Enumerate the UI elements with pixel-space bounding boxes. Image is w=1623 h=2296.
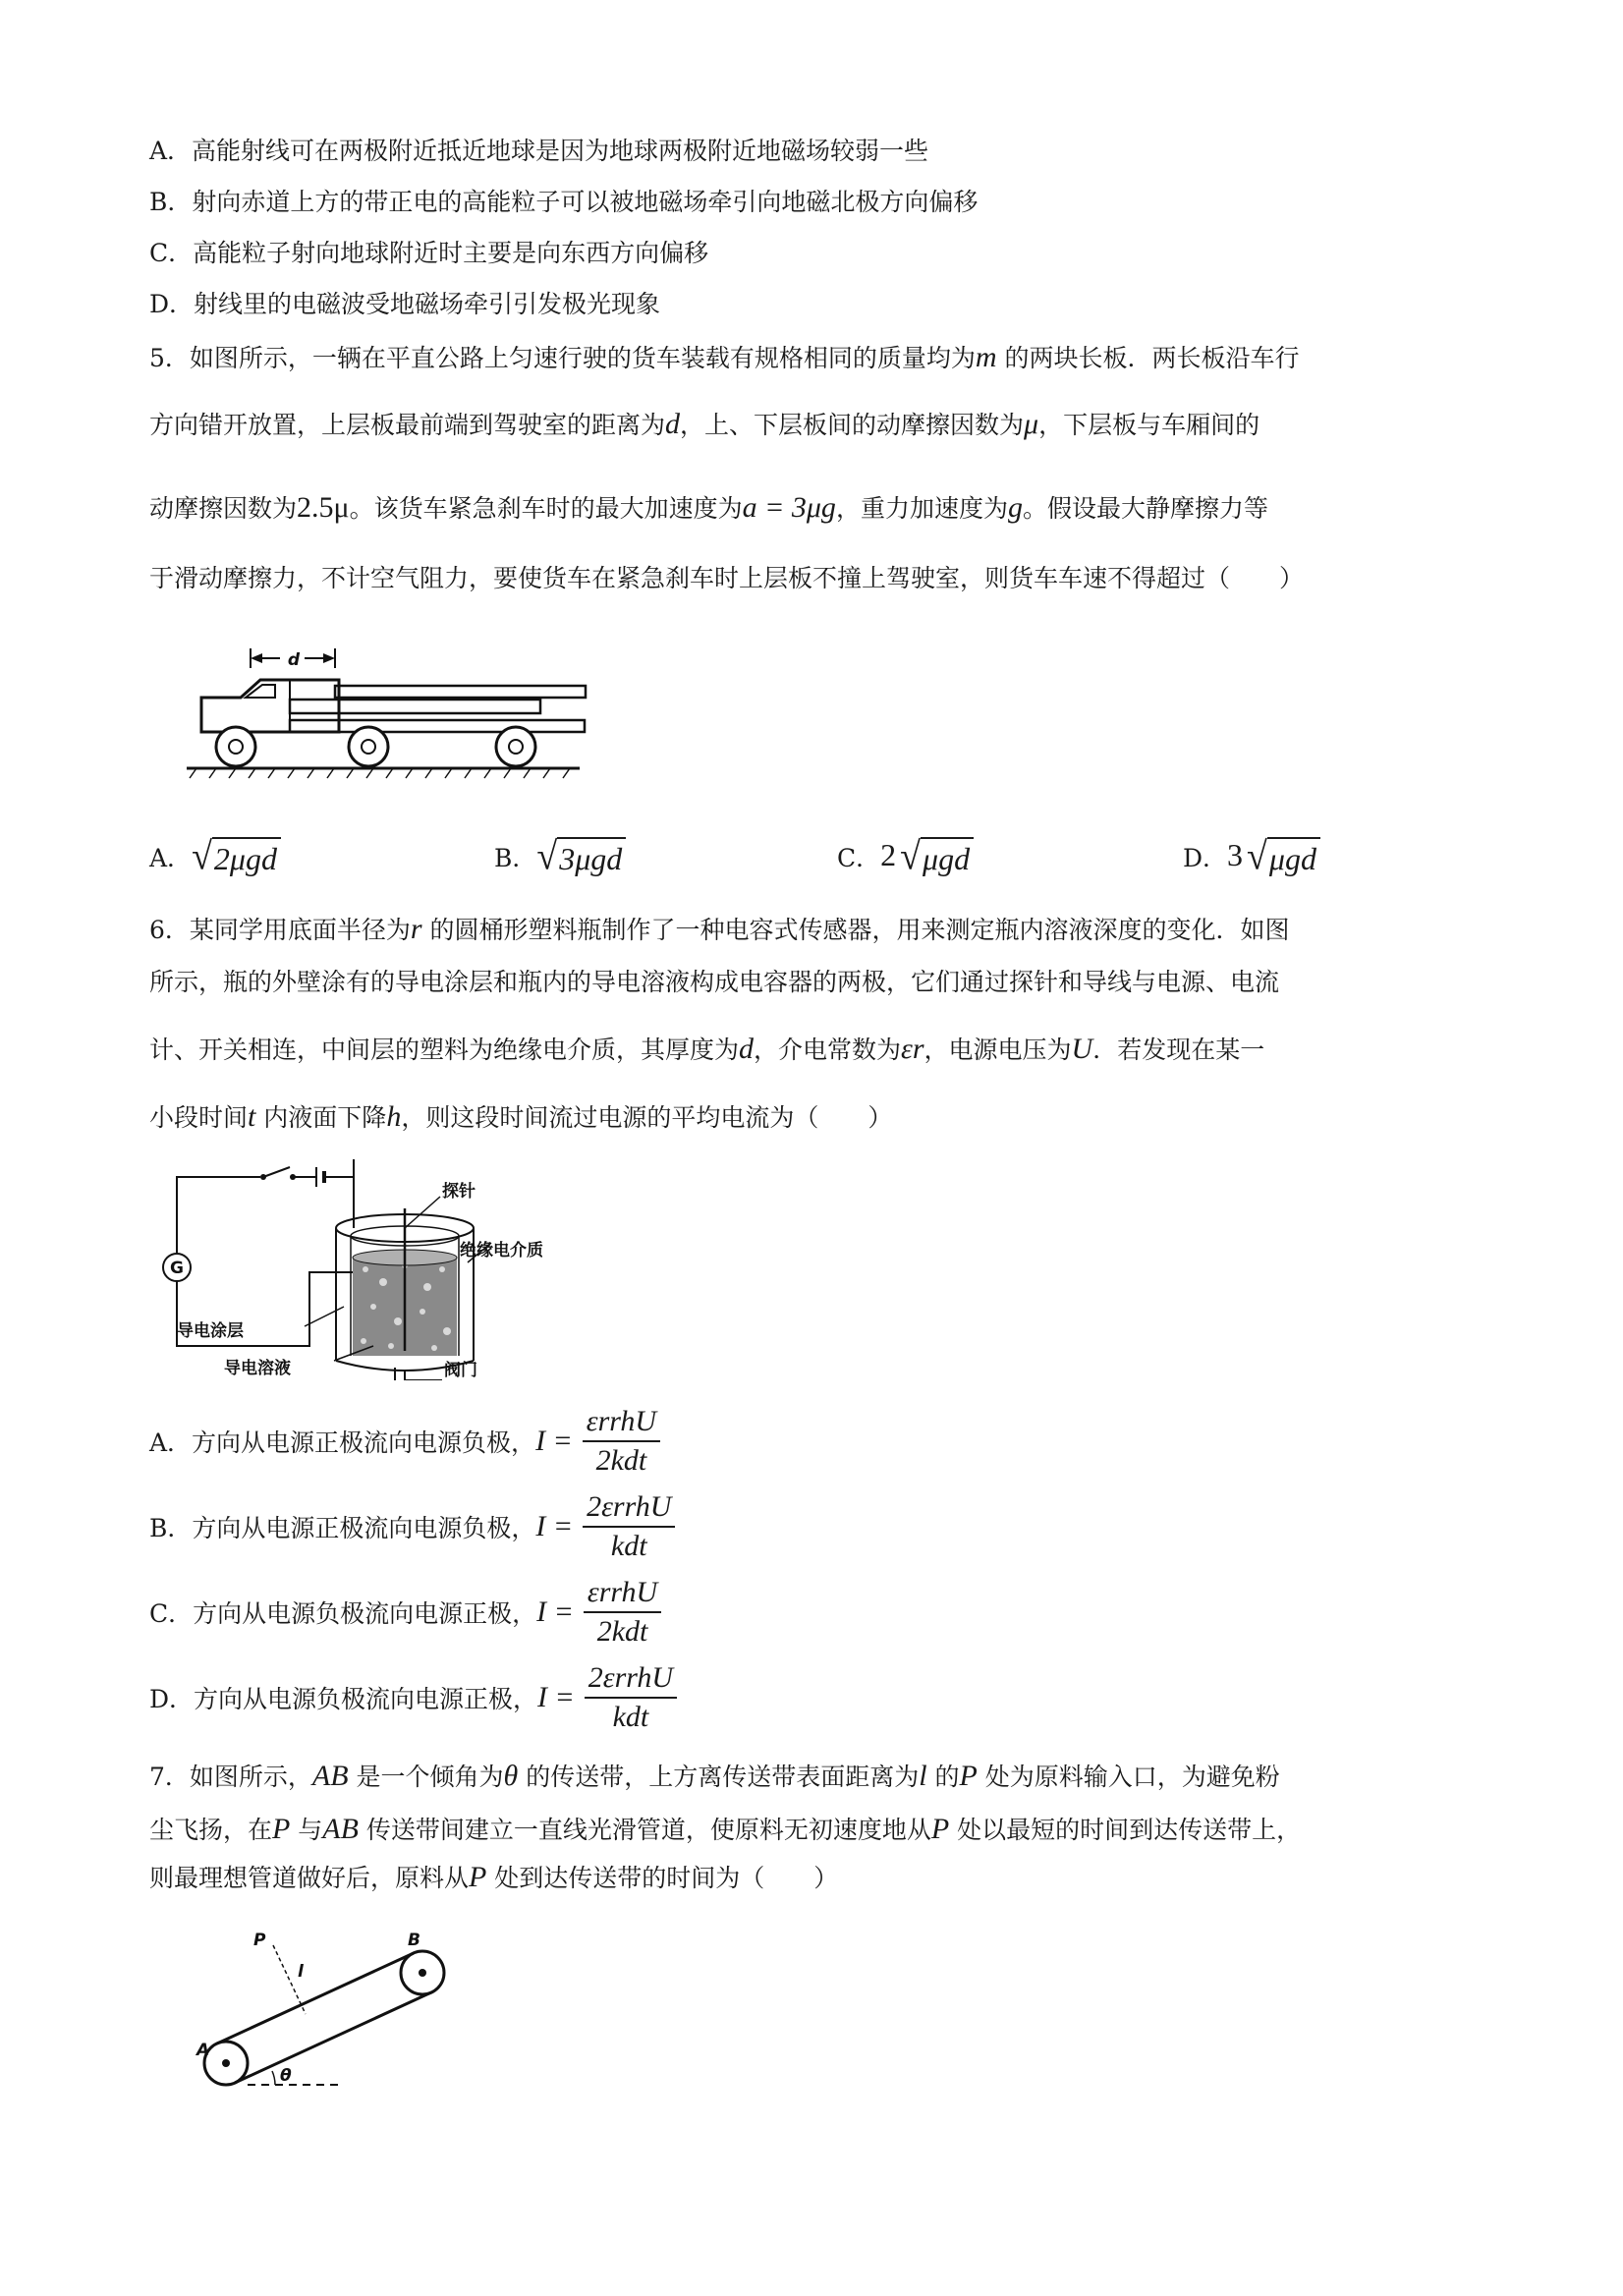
q4-option-a: A．高能射线可在两极附近抵近地球是因为地球两极附近地磁场较弱一些	[149, 137, 929, 165]
svg-text:θ: θ	[280, 2066, 292, 2086]
q6-option-b: B．方向从电源正极流向电源负极， I = $\frac{\text{2εrrhU}}{\text{kdt}}$	[149, 1488, 675, 1565]
q5-line-2: 方向错开放置，上层板最前端到驾驶室的距离为d，上、下层板间的动摩擦因数为μ，下层板与车厢间的	[149, 408, 1260, 440]
upper-plank	[335, 686, 586, 698]
q6-line-2: 所示，瓶的外壁涂有的导电涂层和瓶内的导电溶液构成电容器的两极，它们通过探针和导线与电源、电流	[149, 968, 1280, 996]
fraction: $\frac{\text{2εrrhU}}{\text{kdt}}$	[583, 1488, 675, 1565]
sqrt-expression: 3 √ μgd	[1227, 837, 1320, 876]
q6-line-3: 计、开关相连，中间层的塑料为绝缘电介质，其厚度为d，介电常数为εr，电源电压为U．若发现在某一	[149, 1033, 1265, 1065]
q6-line-1: 6．某同学用底面半径为r 的圆桶形塑料瓶制作了一种电容式传感器，用来测定瓶内溶液深度的变化．如图	[149, 913, 1290, 945]
q6-line-4: 小段时间t 内液面下降h，则这段时间流过电源的平均电流为（ ）	[149, 1100, 893, 1133]
svg-text:探针: 探针	[442, 1182, 476, 1202]
belt-top	[217, 1953, 414, 2044]
svg-text:P: P	[253, 1931, 266, 1950]
q5-options	[149, 834, 1525, 886]
q6-option-c: C．方向从电源负极流向电源正极， I = $\frac{\text{εrrhU}}{\text{2kdt}}$	[149, 1574, 661, 1651]
q4-option-b: B．射向赤道上方的带正电的高能粒子可以被地磁场牵引向地磁北极方向偏移	[149, 188, 979, 216]
q5-fig-d-label: d	[287, 650, 301, 670]
svg-text:导电溶液: 导电溶液	[224, 1359, 291, 1378]
fraction: $\frac{\text{εrrhU}}{\text{2kdt}}$	[584, 1574, 661, 1651]
q5-line-4: 于滑动摩擦力，不计空气阻力，要使货车在紧急刹车时上层板不撞上驾驶室，则货车车速不得超过（ ）	[149, 564, 1305, 592]
svg-text:A: A	[196, 2041, 210, 2060]
svg-text:B: B	[408, 1931, 420, 1950]
svg-text:导电涂层: 导电涂层	[177, 1321, 244, 1341]
q6-capacitor-figure	[147, 1159, 609, 1380]
svg-text:l: l	[298, 1962, 304, 1982]
q5-option-a: A． √ 2μgd	[149, 837, 281, 876]
q5-line-1: 5．如图所示，一辆在平直公路上匀速行驶的货车装载有规格相同的质量均为m 的两块长板．两长板沿车行	[149, 341, 1300, 373]
q5-truck-figure	[182, 619, 624, 786]
svg-text:绝缘电介质: 绝缘电介质	[460, 1241, 543, 1260]
svg-text:G: G	[170, 1259, 184, 1278]
q5-option-d: D． 3 √ μgd	[1183, 837, 1320, 876]
q5-line-3: 动摩擦因数为2.5μ。该货车紧急刹车时的最大加速度为a = 3μg，重力加速度为g。假设最大静摩擦力等	[149, 491, 1268, 524]
svg-text:阀门: 阀门	[444, 1361, 477, 1380]
sqrt-expression: √ 2μgd	[192, 837, 281, 876]
q6-option-a: A．方向从电源正极流向电源负极， I = $\frac{\text{εrrhU}}{\text{2kdt}}$	[149, 1403, 660, 1480]
fraction: $\frac{\text{2εrrhU}}{\text{kdt}}$	[585, 1659, 677, 1736]
truck-cab	[201, 680, 339, 732]
sqrt-expression: 2 √ μgd	[880, 837, 974, 876]
truck-bed	[290, 720, 585, 732]
q7-line-1: 7．如图所示，AB 是一个倾角为θ 的传送带，上方离传送带表面距离为l 的P 处为原料输入口，为避免粉	[149, 1760, 1280, 1792]
lower-plank	[290, 700, 540, 713]
fraction: $\frac{\text{εrrhU}}{\text{2kdt}}$	[583, 1403, 660, 1480]
sqrt-expression: √ 3μgd	[536, 837, 626, 876]
q7-line-3: 则最理想管道做好后，原料从P 处到达传送带的时间为（ ）	[149, 1861, 839, 1893]
q5-option-b: B． √ 3μgd	[494, 837, 626, 876]
belt-bottom	[235, 1992, 431, 2083]
q4-option-c: C．高能粒子射向地球附近时主要是向东西方向偏移	[149, 239, 709, 267]
q7-conveyor-figure	[182, 1916, 467, 2098]
q7-line-2: 尘飞扬，在P 与AB 传送带间建立一直线光滑管道，使原料无初速度地从P 处以最短的时间到达传送带上，	[149, 1813, 1302, 1845]
q6-option-d: D．方向从电源负极流向电源正极， I = $\frac{\text{2εrrhU}}{\text{kdt}}$	[149, 1659, 677, 1736]
q4-option-d: D．射线里的电磁波受地磁场牵引引发极光现象	[149, 290, 661, 318]
q5-option-c: C． 2 √ μgd	[837, 837, 974, 876]
